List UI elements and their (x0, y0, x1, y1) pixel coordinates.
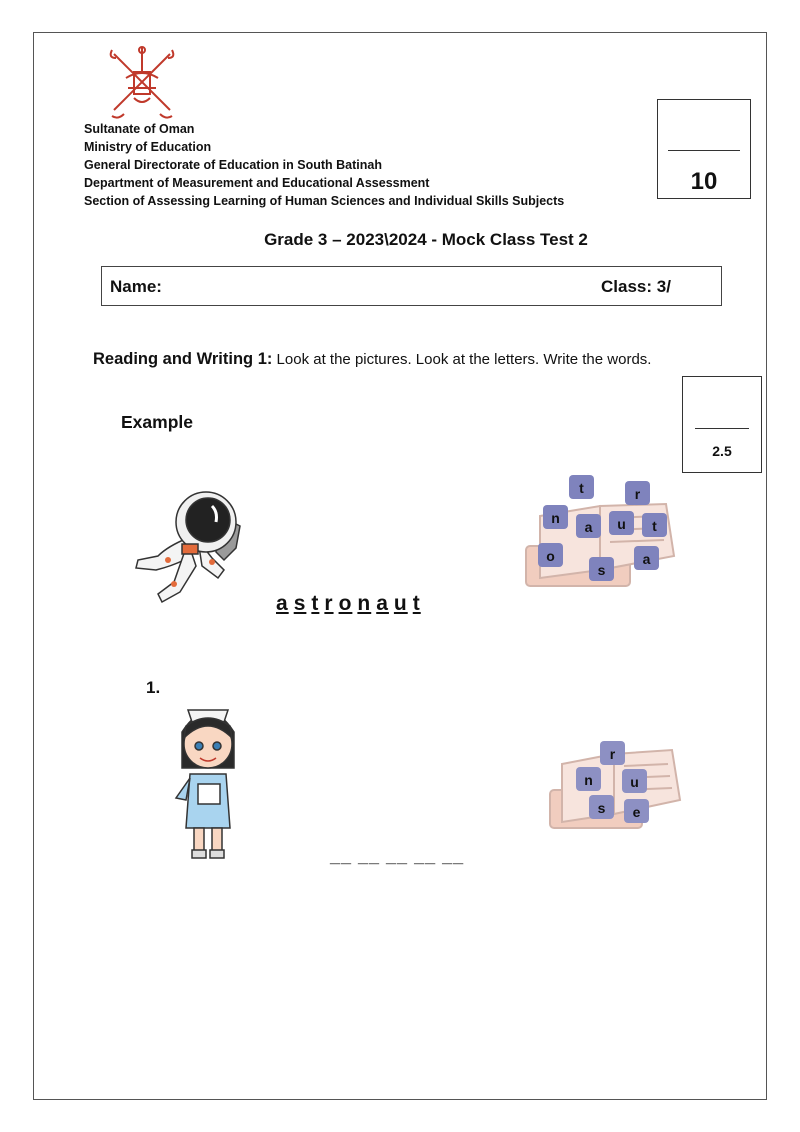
page-title: Grade 3 – 2023\2024 - Mock Class Test 2 (264, 230, 588, 249)
answer-blanks[interactable]: __ __ __ __ __ (330, 846, 465, 866)
oman-emblem-icon (104, 44, 180, 122)
answer-letter: a (376, 592, 389, 615)
example-answer (276, 592, 426, 616)
section-instruction (93, 347, 693, 372)
letter-tile: r (625, 481, 650, 505)
instruction-text: Look at the pictures. Look at the letters. Write the words. (276, 351, 652, 368)
mark-blank-line (695, 428, 749, 429)
letter-tile: o (538, 543, 563, 567)
total-score-box (657, 99, 751, 199)
header-line: Ministry of Education (84, 140, 212, 154)
letter-tile: r (600, 741, 625, 765)
score-blank-line (668, 150, 740, 151)
letter-tile: t (569, 475, 594, 499)
header-line: Sultanate of Oman (84, 122, 195, 136)
question-number: 1. (146, 678, 161, 697)
answer-letter: u (393, 592, 408, 615)
letter-tile: s (589, 557, 614, 581)
answer-letter: t (412, 592, 421, 615)
letter-tile: a (576, 514, 601, 538)
institution-header (84, 120, 564, 210)
header-line: Section of Assessing Learning of Human Sciences and Individual Skills Subjects (84, 194, 565, 208)
answer-letter: r (324, 592, 334, 615)
letter-tile: n (576, 767, 601, 791)
total-score: 10 (690, 168, 718, 195)
answer-letter: o (338, 592, 353, 615)
letter-tile: u (622, 769, 647, 793)
name-field-label: Name: (110, 277, 162, 296)
letter-tile: e (624, 799, 649, 823)
class-field-label: Class: 3/ (601, 277, 671, 296)
answer-letter: s (293, 592, 307, 615)
letter-tile: a (634, 546, 659, 570)
letter-tile: s (589, 795, 614, 819)
letter-tile: t (642, 513, 667, 537)
header-line: Department of Measurement and Educational Assessment (84, 176, 430, 190)
answer-letter: a (276, 592, 289, 615)
letter-tile: n (543, 505, 568, 529)
section-heading: Reading and Writing 1: (93, 350, 273, 368)
answer-letter: t (311, 592, 320, 615)
section-mark: 2.5 (712, 443, 732, 459)
letter-tile: u (609, 511, 634, 535)
header-line: General Directorate of Education in South Batinah (84, 158, 382, 172)
astronaut-icon (128, 486, 250, 606)
answer-letter: n (357, 592, 372, 615)
nurse-icon (164, 698, 252, 862)
example-label: Example (121, 412, 193, 432)
section-mark-box (682, 376, 762, 473)
student-info-box (101, 266, 722, 306)
